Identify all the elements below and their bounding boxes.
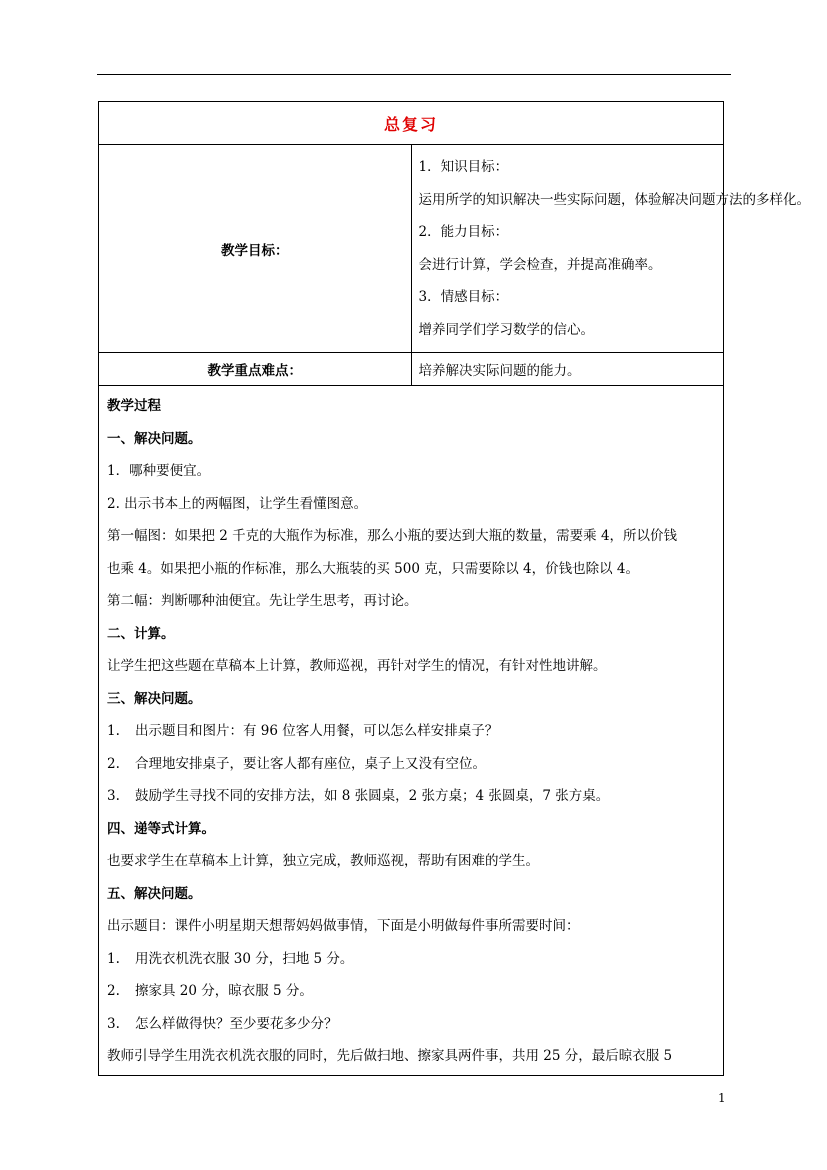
title-cell bbox=[99, 102, 724, 145]
text-line: 也要求学生在草稿本上计算，独立完成，教师巡视，帮助有困难的学生。 bbox=[107, 853, 539, 869]
item-text: 擦家具 20 分，晾衣服 5 分。 bbox=[135, 983, 313, 999]
numbered-item bbox=[107, 943, 723, 976]
goals-label: 教学目标： bbox=[99, 145, 412, 353]
numbered-item bbox=[107, 1008, 723, 1041]
text-line: 1．哪种要便宜。 bbox=[107, 463, 211, 479]
numbered-item bbox=[107, 715, 723, 748]
item-text: 出示题目和图片：有 96 位客人用餐，可以怎么样安排桌子？ bbox=[135, 723, 499, 739]
lesson-plan-table bbox=[98, 101, 810, 1076]
section-title: 一、解决问题。 bbox=[107, 430, 202, 447]
goal-line: 运用所学的知识解决一些实际问题，体验解决问题方法的多样化。 bbox=[418, 191, 810, 208]
text-line: 2. 出示书本上的两幅图，让学生看懂图意。 bbox=[107, 495, 368, 512]
header-rule bbox=[97, 74, 731, 75]
goal-line: 2．能力目标： bbox=[418, 224, 509, 240]
item-number: 2. bbox=[107, 755, 120, 772]
page-title: 总复习 bbox=[383, 114, 438, 134]
process-content bbox=[99, 386, 724, 1076]
item-number: 3. bbox=[107, 1015, 120, 1032]
text-line: 也乘 4。如果把小瓶的作标准，那么大瓶装的买 500 克，只需要除以 4，价钱也除以 4。 bbox=[107, 560, 639, 577]
goal-line: 3．情感目标： bbox=[418, 289, 509, 305]
numbered-item bbox=[107, 748, 723, 781]
process-heading: 教学过程 bbox=[107, 398, 161, 414]
text-line: 第二幅：判断哪种油便宜。先让学生思考，再讨论。 bbox=[107, 593, 418, 609]
item-text: 用洗衣机洗衣服 30 分，扫地 5 分。 bbox=[135, 950, 354, 967]
page-number: 1 bbox=[718, 1091, 726, 1105]
numbered-item bbox=[107, 975, 723, 1008]
item-number: 1. bbox=[107, 723, 120, 739]
item-number: 3. bbox=[107, 788, 120, 804]
text-line: 教师引导学生用洗衣机洗衣服的同时，先后做扫地、擦家具两件事，共用 25 分，最后晾衣服 5 bbox=[107, 1048, 673, 1064]
text-line: 让学生把这些题在草稿本上计算，教师巡视，再针对学生的情况，有针对性地讲解。 bbox=[107, 658, 607, 674]
item-number: 2. bbox=[107, 983, 120, 999]
item-number: 1. bbox=[107, 950, 120, 967]
text-line: 出示题目：课件小明星期天想帮妈妈做事情，下面是小明做每件事所需要时间： bbox=[107, 918, 580, 934]
key-points-text: 培养解决实际问题的能力。 bbox=[411, 353, 724, 386]
section-title: 三、解决问题。 bbox=[107, 690, 202, 707]
numbered-item bbox=[107, 780, 723, 813]
section-title: 四、递等式计算。 bbox=[107, 820, 215, 837]
section-title: 二、计算。 bbox=[107, 625, 175, 642]
goal-line: 1．知识目标： bbox=[418, 159, 509, 175]
section-title: 五、解决问题。 bbox=[107, 885, 202, 902]
item-text: 怎么样做得快？至少要花多少分？ bbox=[135, 1015, 338, 1032]
key-points-label: 教学重点难点： bbox=[99, 353, 412, 386]
item-text: 合理地安排桌子，要让客人都有座位，桌子上又没有空位。 bbox=[135, 755, 486, 772]
goals-content bbox=[411, 145, 810, 353]
text-line: 第一幅图：如果把 2 千克的大瓶作为标准，那么小瓶的要达到大瓶的数量，需要乘 4，所以价钱 bbox=[107, 528, 678, 544]
item-text: 鼓励学生寻找不同的安排方法，如 8 张圆桌，2 张方桌；4 张圆桌，7 张方桌。 bbox=[135, 788, 610, 804]
goal-line: 增养同学们学习数学的信心。 bbox=[418, 321, 594, 338]
goal-line: 会进行计算，学会检查，并提高准确率。 bbox=[418, 256, 662, 273]
